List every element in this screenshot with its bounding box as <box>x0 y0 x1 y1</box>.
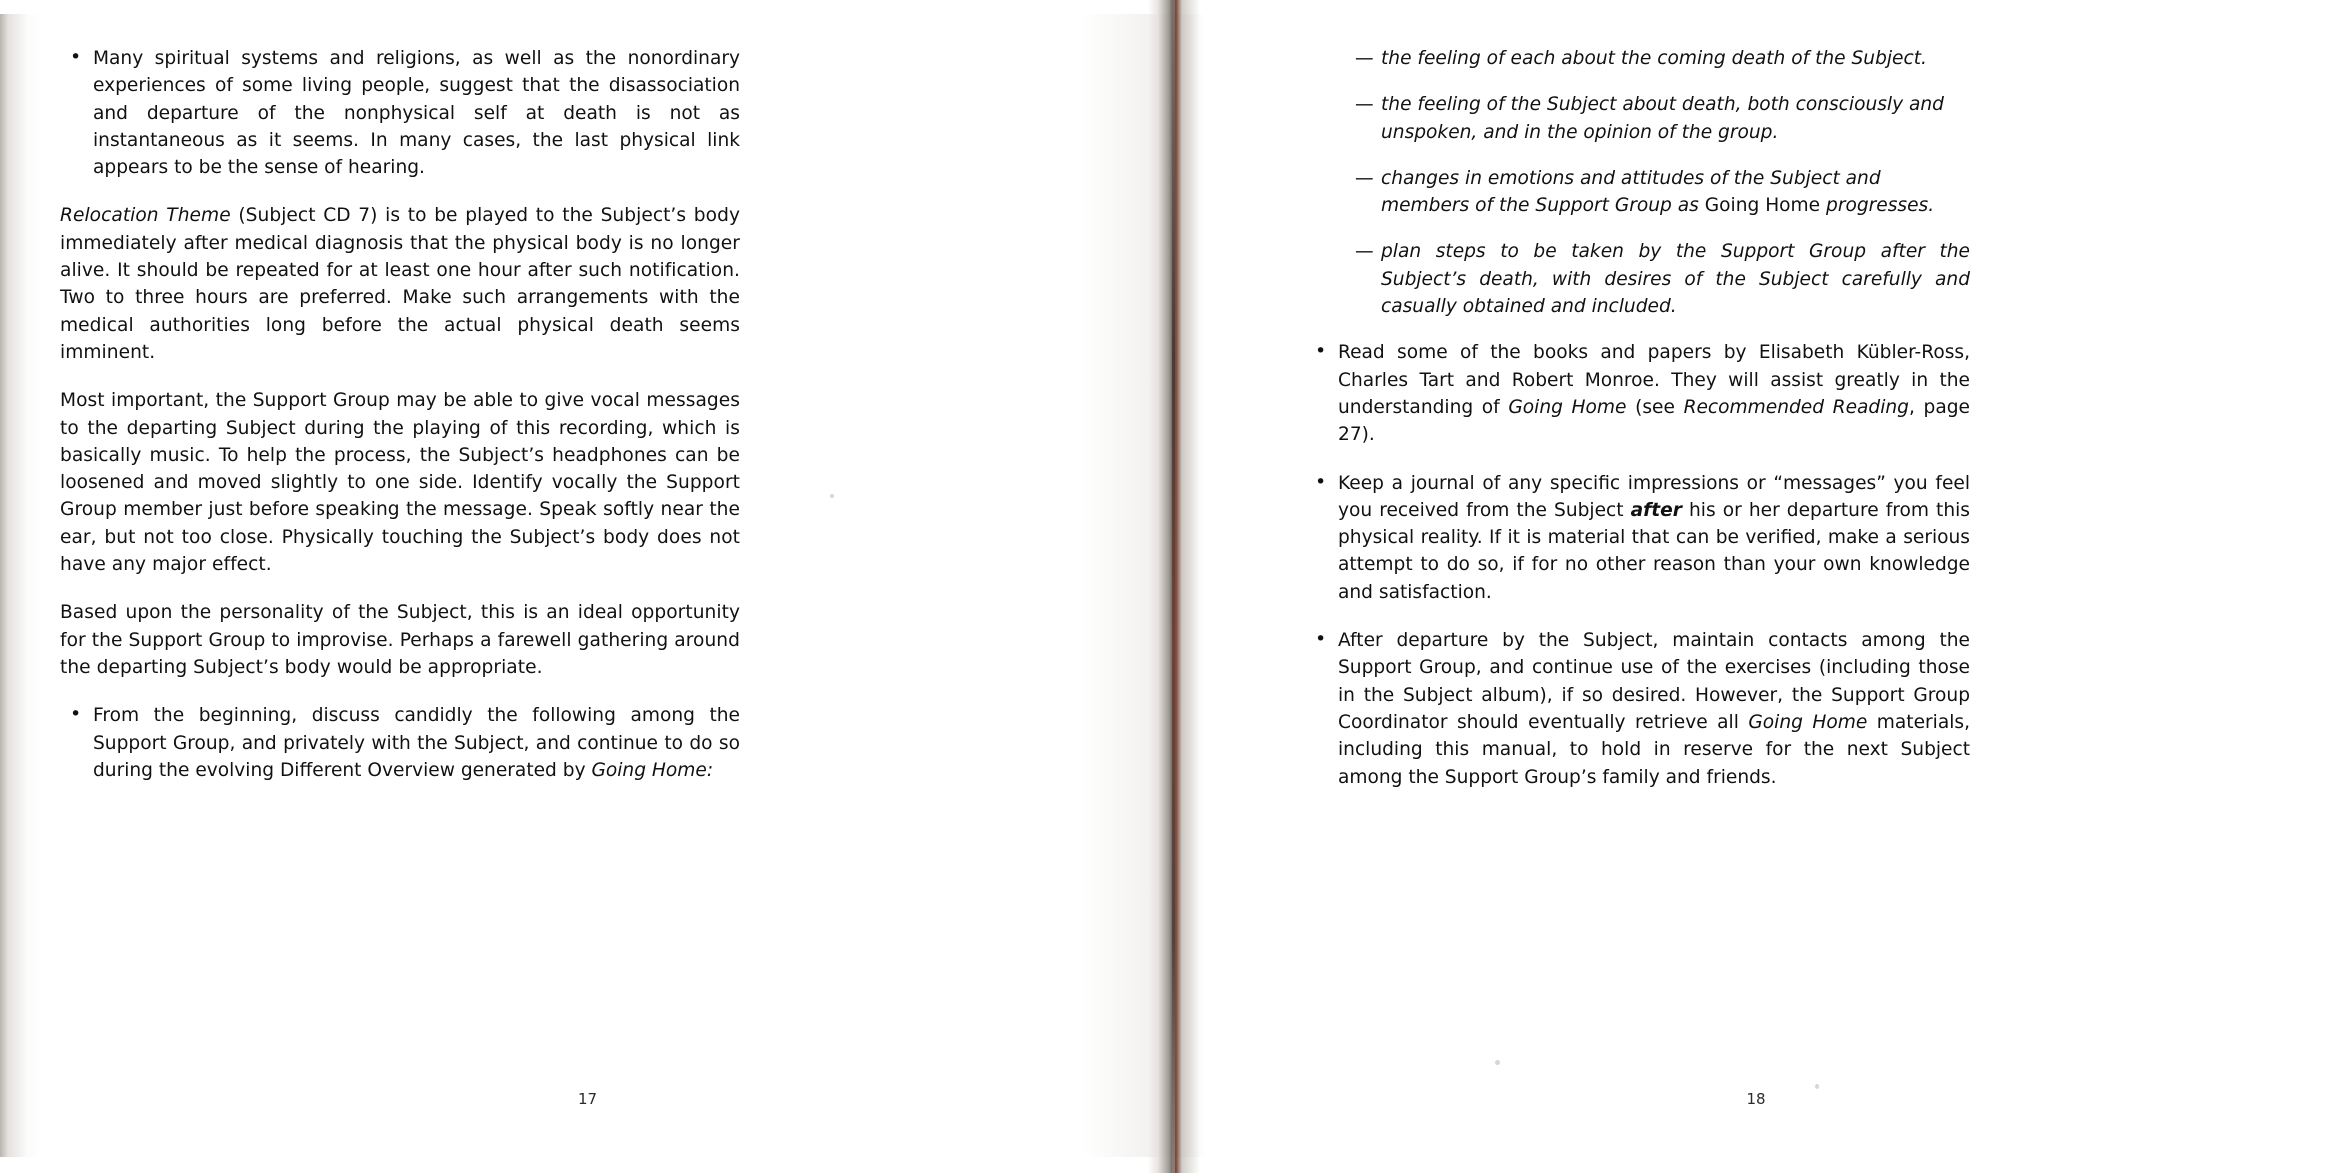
page-right-bottom-margin <box>1175 1157 2337 1173</box>
list-item: • After departure by the Subject, maintain contacts among the Support Group, and continue use of the exercises (including those in the Subject album), if so desired. However, the Support Group Coordinator should eventually retrieve all Going Home materials, including this manual, to hold in reserve for the next Subject among the Support Group’s family and friends. <box>1305 627 1970 791</box>
page-right <box>1175 0 2337 1173</box>
page-right-body <box>1305 45 1970 812</box>
scan-speck <box>1495 1060 1500 1065</box>
bullet-list-hearing <box>60 45 740 181</box>
list-item: • Read some of the books and papers by Elisabeth Kübler-Ross, Charles Tart and Robert Monroe. They will assist greatly in the understanding of Going Home (see Recommended Reading, page 27). <box>1305 339 1970 448</box>
page-left-body <box>60 45 740 805</box>
bullet-list-followup-actions <box>1305 339 1970 790</box>
list-item: — the feeling of each about the coming death of the Subject. <box>1355 45 1970 72</box>
list-item: • From the beginning, discuss candidly the following among the Support Group, and privately with the Subject, and continue to do so during the evolving Different Overview generated by Going Home: <box>60 702 740 784</box>
scan-speck <box>830 494 834 498</box>
list-item: — changes in emotions and attitudes of the Subject and members of the Support Group as Going Home progresses. <box>1355 165 1970 220</box>
list-item: • Many spiritual systems and religions, as well as the nonordinary experiences of some living people, suggest that the disassociation and departure of the nonphysical self at death is not as instantaneous as it seems. In many cases, the last physical link appears to be the sense of hearing. <box>60 45 740 181</box>
scan-speck <box>1815 1084 1819 1089</box>
page-number-left: 17 <box>577 1090 598 1108</box>
page-number-right: 18 <box>1746 1090 1766 1108</box>
paragraph-improvise: Based upon the personality of the Subject, this is an ideal opportunity for the Support Group to improvise. Perhaps a farewell gathering around the departing Subject’s body would be appropriate. <box>60 602 740 678</box>
list-item: — plan steps to be taken by the Support Group after the Subject’s death, with desires of the Subject carefully and casually obtained and included. <box>1355 238 1970 320</box>
paragraph-vocal-messages: Most important, the Support Group may be able to give vocal messages to the departing Subject during the playing of this recording, which is basically music. To help the process, the Subject’s headphones can be loosened and moved slightly to one side. Identify vocally the Support Group member just before speaking the message. Speak softly near the ear, but not too close. Physically touching the Subject’s body does not have any major effect. <box>60 390 740 576</box>
dash-list-discussion-topics <box>1305 45 1970 320</box>
list-item: — the feeling of the Subject about death, both consciously and unspoken, and in the opinion of the group. <box>1355 91 1970 146</box>
page-left-bottom-margin <box>0 1157 1175 1173</box>
bullet-list-discuss-candidly <box>60 702 740 784</box>
list-item: • Keep a journal of any specific impressions or “messages” you feel you received from the Subject after his or her departure from this physical reality. If it is material that can be verified, make a serious attempt to do so, if for no other reason than your own knowledge and satisfaction. <box>1305 470 1970 606</box>
page-right-top-margin <box>1175 0 2337 14</box>
page-left-edge-shadow <box>0 0 30 1173</box>
paragraph-relocation-theme: Relocation Theme (Subject CD 7) is to be played to the Subject’s body immediately after medical diagnosis that the physical body is no longer alive. It should be repeated for at least one hour after such notification. Two to three hours are preferred. Make such arrangements with the medical authorities long before the actual physical death seems imminent. <box>60 205 740 363</box>
page-left-top-margin <box>0 0 1175 14</box>
